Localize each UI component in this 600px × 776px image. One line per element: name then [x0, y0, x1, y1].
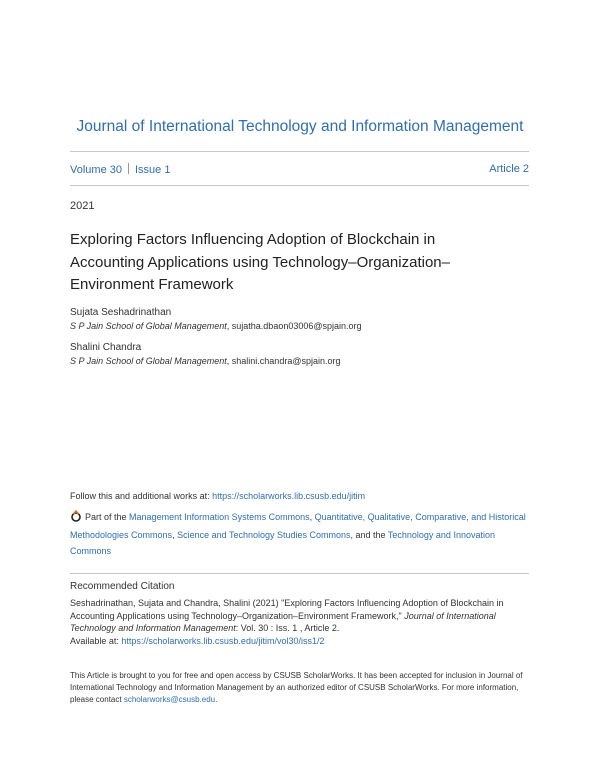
available-link[interactable]: https://scholarworks.lib.csusb.edu/jitim/vol30/iss1/2 — [121, 635, 325, 646]
article-number[interactable]: Article 2 — [489, 163, 529, 175]
divider-bottom — [70, 185, 529, 186]
footer-notice — [70, 670, 530, 706]
author-name: Sujata Seshadrinathan — [70, 307, 172, 318]
author-affiliation: S P Jain School of Global Management, shalini.chandra@spjain.org — [70, 356, 341, 366]
footer-end: . — [215, 695, 218, 704]
follow-line — [70, 491, 365, 501]
volume-issue — [70, 163, 170, 176]
author-name: Shalini Chandra — [70, 342, 142, 353]
divider-citation — [70, 573, 529, 574]
open-access-icon — [70, 510, 82, 527]
publication-year: 2021 — [70, 200, 95, 212]
commons-link-technology[interactable]: Technology and Innovation Commons — [70, 530, 495, 556]
part-of-commons: Part of the Management Information Systems Commons, Quantitative, Qualitative, Comparative, and Historical Methodologies Commons, Science and Technology Studies Commons, and the Technology and Innovation Commons — [70, 512, 526, 556]
separator — [128, 163, 129, 174]
commons-link-methodologies[interactable]: Quantitative, Qualitative, Comparative, and Historical Methodologies Commons — [70, 512, 526, 540]
citation-journal: Journal of International Technology and Information Management — [70, 610, 496, 633]
and-text: , and the — [350, 530, 386, 540]
citation-text — [70, 597, 532, 647]
follow-link[interactable]: https://scholarworks.lib.csusb.edu/jitim — [212, 491, 366, 501]
author-email: sujatha.dbaon03006@spjain.org — [231, 321, 362, 331]
contact-email-link[interactable]: scholarworks@csusb.edu — [123, 695, 216, 704]
journal-title[interactable]: Journal of International Technology and Information Management — [76, 118, 524, 135]
recommended-citation-heading: Recommended Citation — [70, 581, 175, 592]
author-email: shalini.chandra@spjain.org — [231, 356, 341, 366]
author-affiliation: S P Jain School of Global Management, sujatha.dbaon03006@spjain.org — [70, 321, 362, 331]
citation-body: Seshadrinathan, Sujata and Chandra, Shalini (2021) "Exploring Factors Influencing Adoption of Blockchain in Accounting Applications using Technology–Organization–Environment Framework," — [70, 598, 504, 621]
commons-link-mis[interactable]: Management Information Systems Commons — [129, 512, 310, 522]
affiliation-name: S P Jain School of Global Management — [70, 356, 227, 366]
citation-volume: : Vol. 30 : Iss. 1 , Article 2. — [235, 623, 340, 633]
partof-prefix: Part of the — [85, 512, 127, 522]
volume-link[interactable]: Volume 30 — [70, 164, 122, 176]
affiliation-name: S P Jain School of Global Management — [70, 321, 227, 331]
issue-link[interactable]: Issue 1 — [134, 164, 171, 176]
footer-text: This Article is brought to you for free and open access by CSUSB ScholarWorks. It has been accepted for inclusion in Journal of International Technology and Information Management by an authorized editor of CSUSB ScholarWorks. For more information, please contact — [70, 671, 523, 704]
divider-top — [70, 151, 529, 152]
follow-text: Follow this and additional works at: — [70, 491, 210, 501]
commons-link-sts[interactable]: Science and Technology Studies Commons — [177, 530, 351, 540]
available-label: Available at: — [70, 635, 119, 646]
article-title: Exploring Factors Influencing Adoption of Blockchain in Accounting Applications using Technology–Organization–Environment Framework — [70, 231, 450, 293]
